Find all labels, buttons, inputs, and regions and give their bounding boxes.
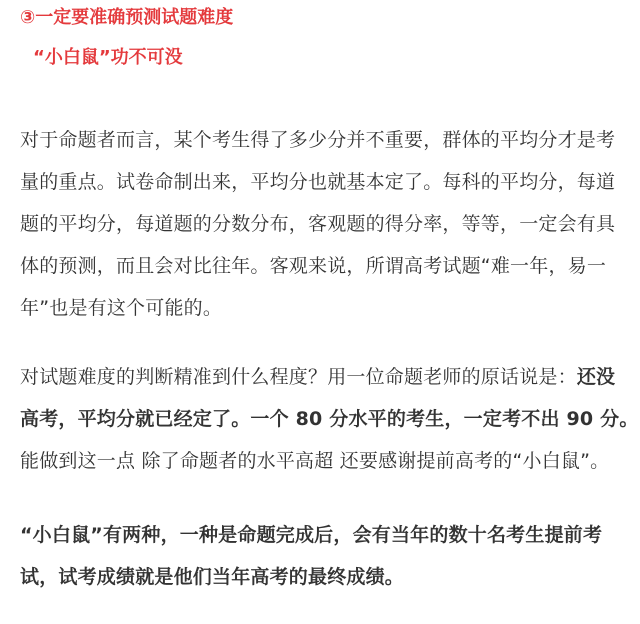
paragraph-line: 量的重点。试卷命制出来，平均分也就基本定了。每科的平均分，每道 [20, 171, 616, 193]
paragraph-line-bold: 高考，平均分就已经定了。一个 80 分水平的考生，一定考不出 90 分。 [20, 408, 639, 430]
line-text-bold: 还没 [576, 366, 616, 388]
paragraph-line: 能做到这一点 除了命题者的水平高超 还要感谢提前高考的“小白鼠”。 [20, 450, 610, 472]
paragraph-line: “小白鼠”有两种，一种是命题完成后，会有当年的数十名考生提前考 [20, 524, 603, 546]
paragraph-line: 体的预测，而且会对比往年。客观来说，所谓高考试题“难一年，易一 [20, 255, 607, 277]
paragraph-line: 题的平均分，每道题的分数分布，客观题的得分率，等等，一定会有具 [20, 213, 616, 235]
section-subheading: “小白鼠”功不可没 [33, 47, 183, 68]
line-text: 对试题难度的判断精准到什么程度？用一位命题老师的原话说是： [20, 366, 577, 388]
paragraph-line [20, 356, 620, 398]
paragraph-line: 年”也是有这个可能的。 [20, 297, 223, 319]
section-heading: ③一定要准确预测试题难度 [20, 7, 234, 28]
paragraph-average-score [20, 119, 620, 329]
paragraph-difficulty-judgement [20, 356, 639, 482]
paragraph-line: 对于命题者而言，某个考生得了多少分并不重要，群体的平均分才是考 [20, 129, 616, 151]
paragraph-line: 试，试考成绩就是他们当年高考的最终成绩。 [20, 566, 405, 588]
paragraph-guinea-pig [20, 514, 620, 598]
